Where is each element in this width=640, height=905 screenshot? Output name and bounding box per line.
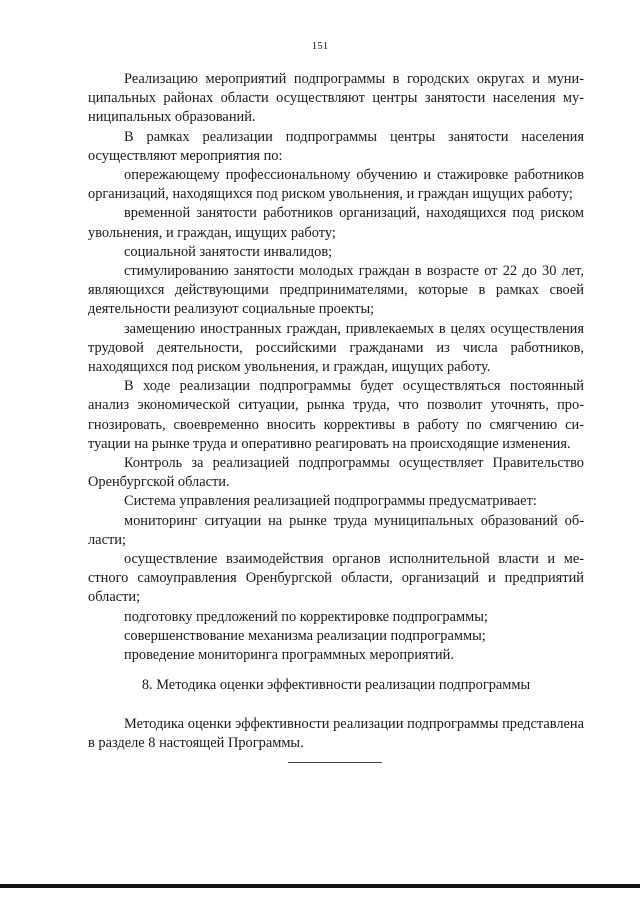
paragraph: Контроль за реализацией подпрограммы осуществляет Правительство Оренбургской области. xyxy=(88,455,584,491)
paragraph: В ходе реализации подпрограммы будет осуществляться постоянный анализ экономической ситуации, рынка труда, что позволит уточнять, прогнозировать, своевременно вносить коррективы в работу по смягчению ситуации на рынке труда и оперативно реагировать на происходящие изменения. xyxy=(88,378,584,452)
list-item: опережающему профессиональному обучению и стажировке работников организаций, находящихся под риском увольнения, и граждан ищущих работу; xyxy=(88,167,584,203)
list-item: совершенствование механизма реализации подпрограммы; xyxy=(124,627,486,644)
list-item: подготовку предложений по корректировке подпрограммы; xyxy=(124,608,488,625)
list-item: замещению иностранных граждан, привлекаемых в целях осуществления трудовой деятельности, российскими гражданами из числа работников, находящихся под риском увольнения, и граждан, ищущих работу. xyxy=(88,320,584,376)
paragraph: Система управления реализацией подпрограммы предусматривает: xyxy=(124,493,537,510)
paragraph: Реализацию мероприятий подпрограммы в городских округах и муниципальных районах области осуществляют центры занятости населения муниципальных образований. xyxy=(88,71,584,126)
list-item: проведение мониторинга программных мероприятий. xyxy=(124,647,454,664)
section-heading: 8. Методика оценки эффективности реализации подпрограммы xyxy=(141,677,531,694)
final-paragraph: Методика оценки эффективности реализации подпрограммы представлена в разделе 8 настоящей Программы. xyxy=(88,715,584,751)
page-bottom-edge xyxy=(0,884,640,888)
list-item: мониторинг ситуации на рынке труда муниципальных образований области; xyxy=(88,512,584,548)
list-item: стимулированию занятости молодых граждан в возрасте от 22 до 30 лет, являющихся действующими предпринимателями, которые в рамках своей деятельности реализуют социальные проекты; xyxy=(88,263,584,318)
paragraph: В рамках реализации подпрограммы центры занятости населения осуществляют мероприятия по: xyxy=(88,128,584,164)
list-item: социальной занятости инвалидов; xyxy=(124,243,333,260)
end-rule xyxy=(288,762,382,763)
list-item: осуществление взаимодействия органов исполнительной власти и местного самоуправления Оренбургской области, организаций и предприятий области; xyxy=(88,551,584,606)
page-number: 151 xyxy=(311,40,329,52)
list-item: временной занятости работников организаций, находящихся под риском увольнения, и граждан, ищущих работу; xyxy=(88,205,584,241)
document-body xyxy=(88,70,584,753)
